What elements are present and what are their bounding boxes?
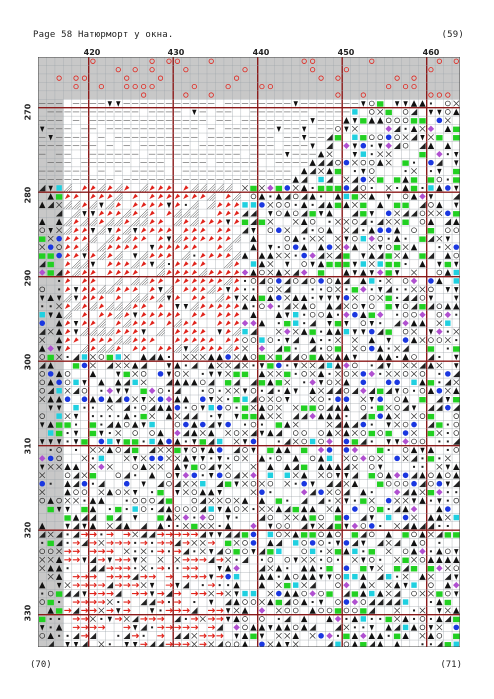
column-number-440: 440	[252, 48, 270, 57]
row-number-270: 270	[23, 103, 33, 121]
column-number-420: 420	[83, 48, 101, 57]
page-number-top: (59)	[441, 30, 464, 40]
chart-grid-lines	[38, 57, 460, 647]
page-number-bottom-right: (71)	[440, 660, 462, 670]
row-number-290: 290	[23, 269, 33, 287]
chart-symbol-cells	[38, 57, 460, 647]
row-number-300: 300	[23, 353, 33, 371]
page-header-title: Page 58 Натюрморт у окна.	[33, 30, 174, 40]
row-number-320: 320	[23, 521, 33, 539]
cross-stitch-chart-grid	[38, 57, 460, 647]
page-number-bottom-left: (70)	[30, 660, 52, 670]
column-number-460: 460	[422, 48, 440, 57]
row-number-280: 280	[23, 186, 33, 204]
column-number-450: 450	[337, 48, 355, 57]
row-number-310: 310	[23, 437, 33, 455]
row-number-330: 330	[23, 604, 33, 622]
column-number-430: 430	[167, 48, 185, 57]
